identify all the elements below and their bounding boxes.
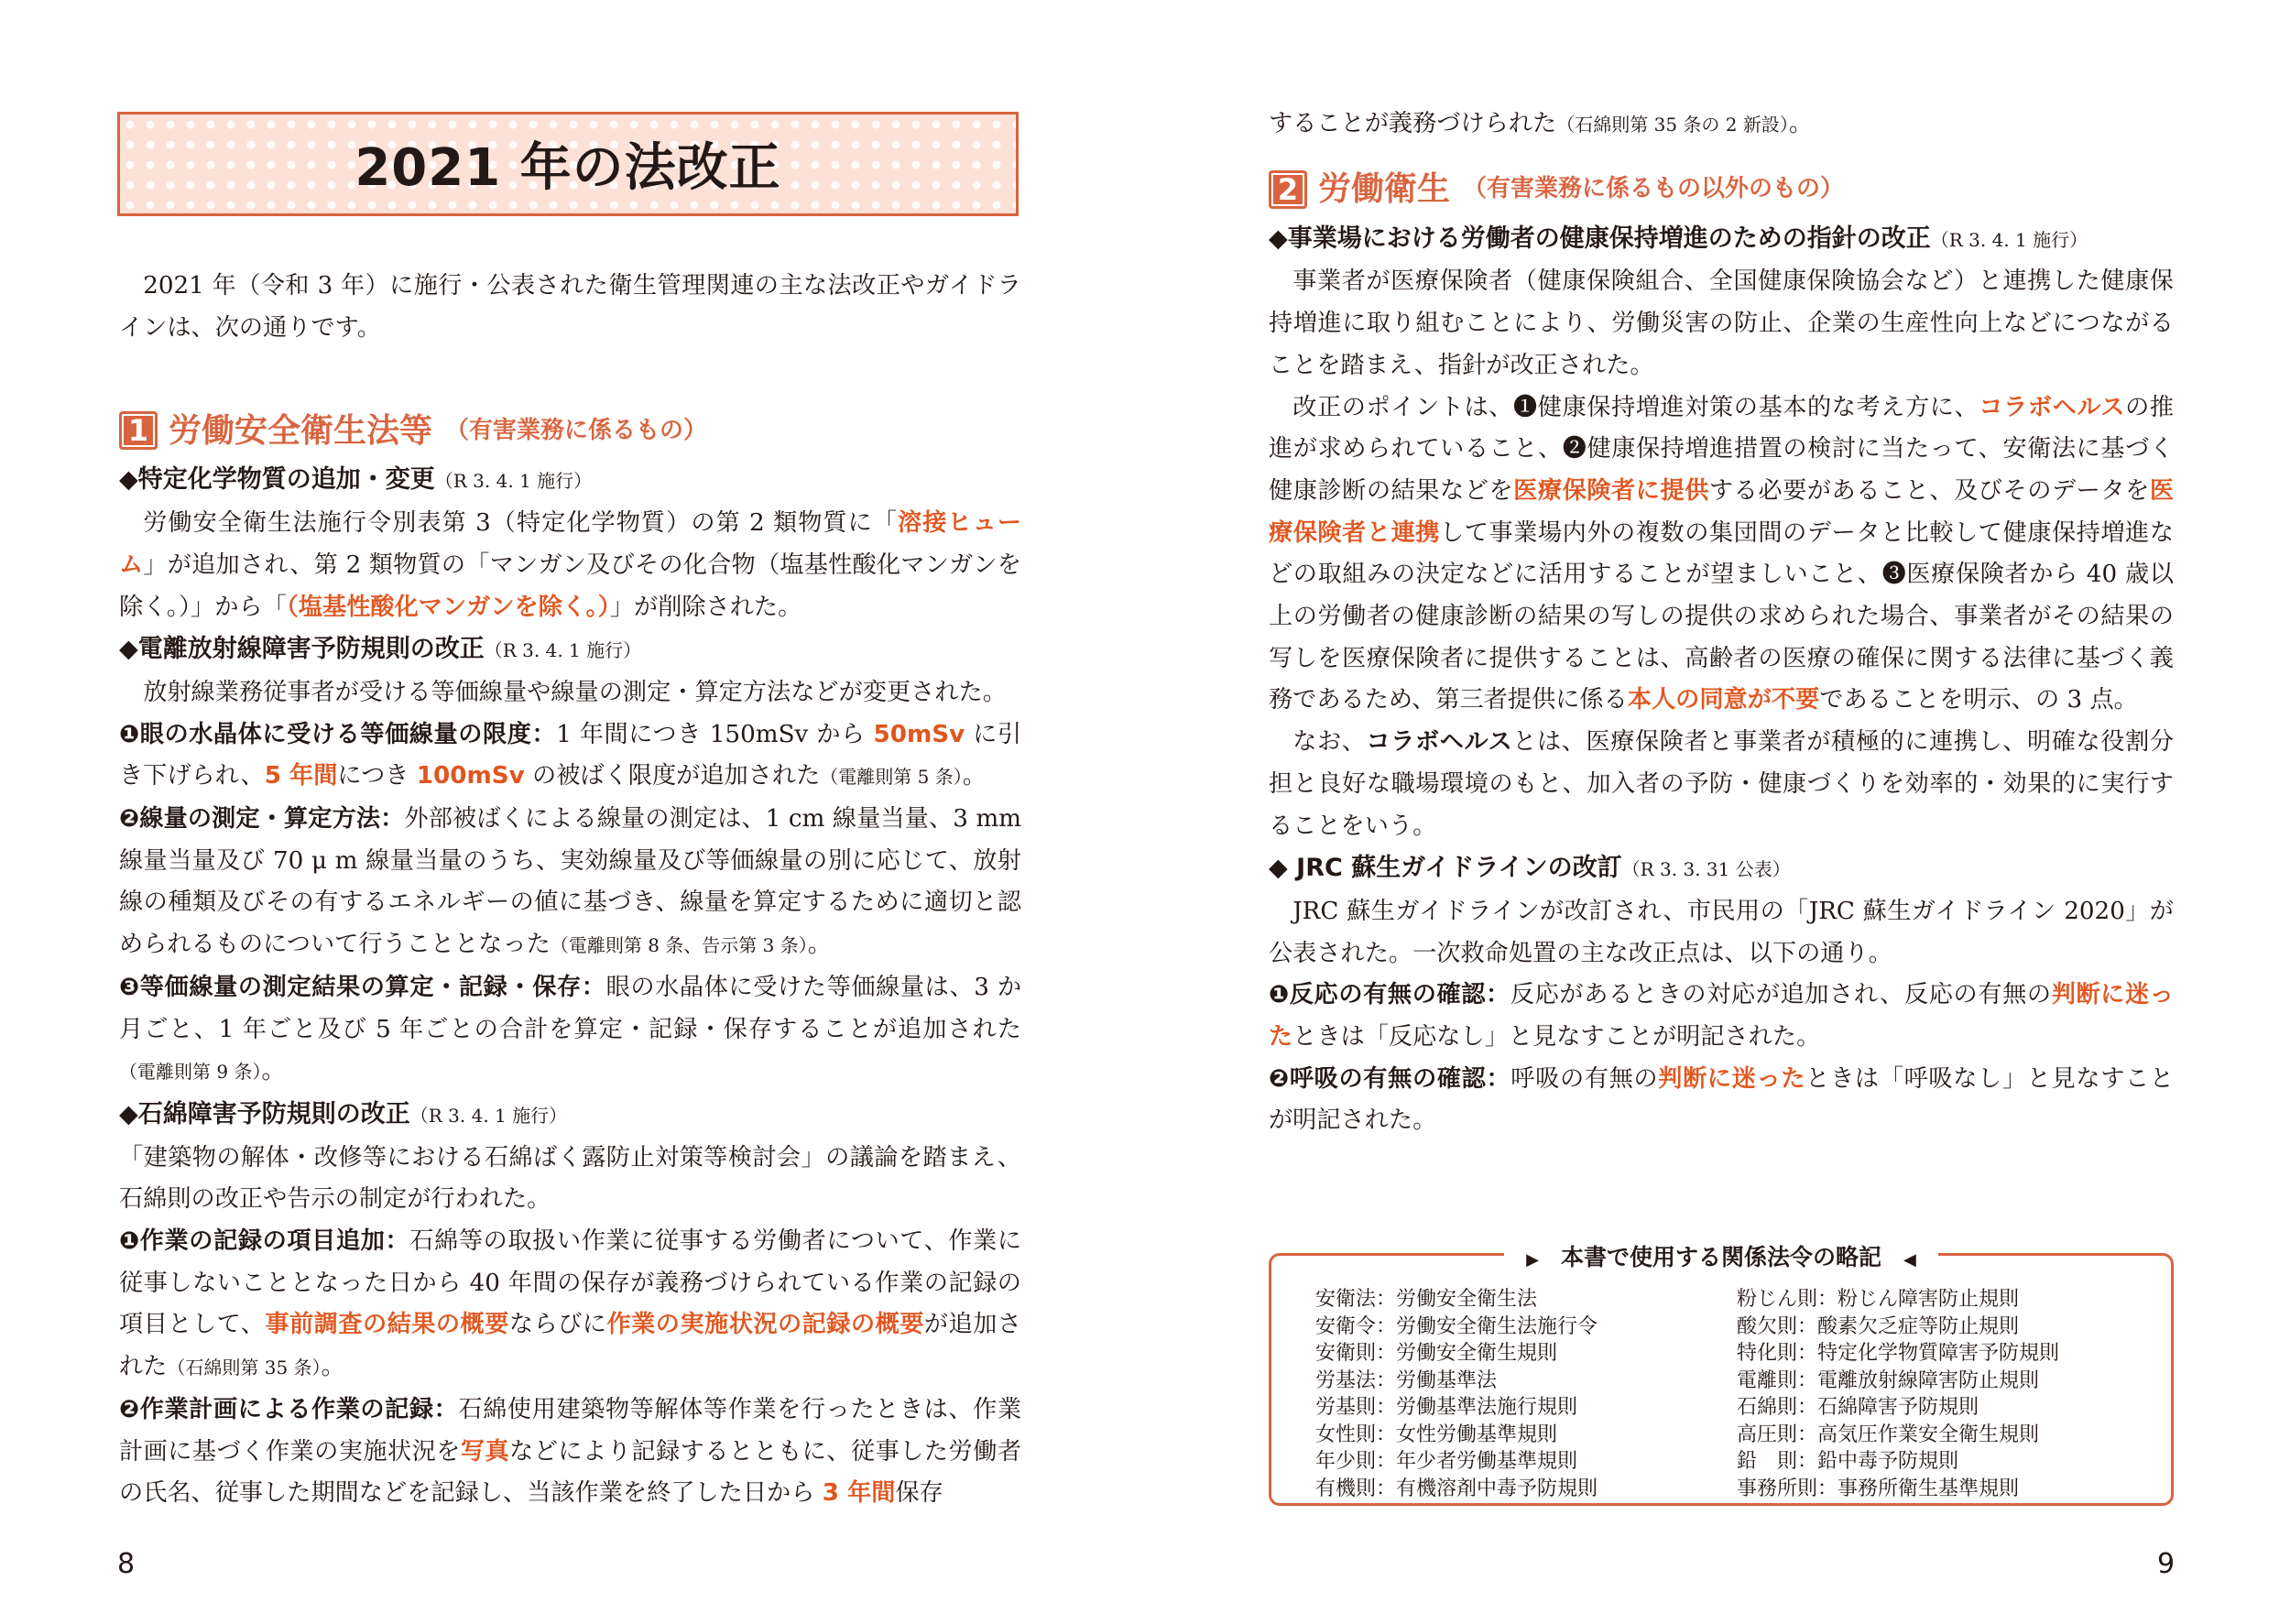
page-number-left: 8 <box>117 1548 136 1580</box>
left-column <box>119 266 1021 1515</box>
denri-item-3: ❸等価線量の測定結果の算定・記録・保存：眼の水晶体に受けた等価線量は、3 か月ごと、1 年ごと及び 5 年ごとの合計を算定・記録・保存することが追加された（電離則第 9 条）。 <box>119 973 1022 1085</box>
arrow-right-icon: ▶ <box>1515 1250 1550 1270</box>
intro-paragraph: 2021 年（令和 3 年）に施行・公表された衛生管理関連の主な法改正やガイドラインは、次の通りです。 <box>119 272 1021 342</box>
abbr-item: 安衛法：労働安全衛生法 <box>1315 1288 1538 1311</box>
paragraph-shishin: 事業者が医療保険者（健康保険組合、全国健康保険協会など）と連携した健康保持増進に取り組むことにより、労働災害の防止、企業の生産性向上などにつながることを踏まえ、指針が改正された。 <box>1269 267 2174 379</box>
denri-item-1: ❶眼の水晶体に受ける等価線量の限度：1 年間につき 150mSv から 50mSv に引き下げられ、5 年間につき 100mSv の被ばく限度が追加された（電離則第 5 条）。 <box>119 720 1022 790</box>
section-1-number: 1 <box>119 411 158 450</box>
jrc-item-1: ❶反応の有無の確認：反応があるときの対応が追加され、反応の有無の判断に迷ったときは「反応なし」と見なすことが明記された。 <box>1269 981 2175 1052</box>
denri-item-2: ❷線量の測定・算定方法：外部被ばくによる線量の測定は、1 cm 線量当量、3 mm 線量当量及び 70 μ m 線量当量のうち、実効線量及び等価線量の別に応じて、放射線の種類及びその有するエネルギーの値に基づき、線量を算定するために適切と認められるものについて行うこととなった（電離則第 8 条、告示第 3 条）。 <box>119 805 1021 959</box>
heading-shishin: ◆事業場における労働者の健康保持増進のための指針の改正（R 3. 4. 1 施行） <box>1269 223 2088 253</box>
abbr-item: 特化則：特定化学物質障害予防規則 <box>1737 1342 2060 1365</box>
abbr-item: 酸欠則：酸素欠乏症等防止規則 <box>1737 1314 2020 1338</box>
heading-tokutei: ◆特定化学物質の追加・変更（R 3. 4. 1 施行） <box>119 465 593 495</box>
paragraph-denri: 放射線業務従事者が受ける等価線量や線量の測定・算定方法などが変更された。 <box>143 678 1007 706</box>
abbr-item: 高圧則：高気圧作業安全衛生規則 <box>1737 1422 2040 1446</box>
abbr-item: 労基法：労働基準法 <box>1315 1368 1498 1392</box>
arrow-left-icon: ◀ <box>1892 1250 1927 1270</box>
abbr-item: 電離則：電離放射線障害防止規則 <box>1737 1368 2040 1392</box>
section-1-subtitle: （有害業務に係るもの） <box>445 416 708 444</box>
paragraph-jrc: JRC 蘇生ガイドラインが改訂され、市民用の「JRC 蘇生ガイドライン 2020」が公表された。一次救命処置の主な改正点は、以下の通り。 <box>1269 897 2174 967</box>
section-2-title: 労働衛生 <box>1318 169 1451 208</box>
abbr-item: 事務所則：事務所衛生基準規則 <box>1737 1477 2020 1500</box>
abbr-item: 安衛令：労働安全衛生法施行令 <box>1315 1314 1598 1338</box>
paragraph-sekimen: 「建築物の解体・改修等における石綿ばく露防止対策等検討会」の議論を踏まえ、石綿則の改正や告示の制定が行われた。 <box>119 1143 1021 1214</box>
abbreviations-title-row <box>1271 1239 2171 1272</box>
abbr-item: 有機則：有機溶剤中毒予防規則 <box>1315 1477 1598 1500</box>
section-2-number: 2 <box>1269 170 1307 209</box>
heading-denri: ◆電離放射線障害予防規則の改正（R 3. 4. 1 施行） <box>119 635 642 664</box>
abbr-item: 年少則：年少者労働基準規則 <box>1315 1450 1578 1473</box>
paragraph-collabo: なお、コラボヘルスとは、医療保険者と事業者が積極的に連携し、明確な役割分担と良好な職場環境のもと、加入者の予防・健康づくりを効率的・効果的に実行することをいう。 <box>1269 728 2175 840</box>
abbreviations-list <box>1315 1283 2153 1499</box>
abbr-item: 女性則：女性労働基準規則 <box>1315 1422 1558 1446</box>
jrc-item-2: ❷呼吸の有無の確認：呼吸の有無の判断に迷ったときは「呼吸なし」と見なすことが明記された。 <box>1269 1064 2175 1135</box>
paragraph-points: 改正のポイントは、❶健康保持増進対策の基本的な考え方に、コラボヘルスの推進が求められていること、❷健康保持増進措置の検討に当たって、安衛法に基づく健康診断の結果などを医療保険者に提供する必要があること、及びそのデータを医療保険者と連携して事業場内外の複数の集団間のデータと比較して健康保持増進などの取組みの決定などに活用することが望ましいこと、❸医療保険者から 40 歳以上の労働者の健康診断の結果の写しの提供の求められた場合、事業者がその結果の写しを医療保険者に提供することは、高齢者の医療の確保に関する法律に基づく義務であるため、第三者提供に係る本人の同意が不要であることを明示、の 3 点。 <box>1269 393 2175 714</box>
abbreviations-box <box>1269 1244 2174 1506</box>
heading-sekimen: ◆石綿障害予防規則の改正（R 3. 4. 1 施行） <box>119 1099 568 1128</box>
abbr-item: 安衛則：労働安全衛生規則 <box>1315 1342 1558 1365</box>
abbr-item: 石綿則：石綿障害予防規則 <box>1737 1396 1979 1419</box>
paragraph-tokutei: 労働安全衛生法施行令別表第 3（特定化学物質）の第 2 類物質に「溶接ヒューム」が追加され、第 2 類物質の「マンガン及びその化合物（塩基性酸化マンガンを除く。）」から「（塩基性酸化マンガンを除く。）」が削除された。 <box>119 509 1022 621</box>
section-1-heading <box>119 402 1021 459</box>
heading-jrc: ◆ JRC 蘇生ガイドラインの改訂（R 3. 3. 31 公表） <box>1269 854 1791 883</box>
section-2-subtitle: （有害業務に係るもの以外のもの） <box>1463 174 1845 202</box>
section-2-heading <box>1269 161 2174 218</box>
abbr-item: 粉じん則：粉じん障害防止規則 <box>1737 1288 2020 1311</box>
sekimen-item-2: ❷作業計画による作業の記録：石綿使用建築物等解体等作業を行ったときは、作業計画に基づく作業の実施状況を写真などにより記録するとともに、従事した労働者の氏名、従事した期間などを記録し、当該作業を終了した日から 3 年間保存 <box>119 1395 1022 1508</box>
sekimen-item-1: ❶作業の記録の項目追加：石綿等の取扱い作業に従事する労働者について、作業に従事しないこととなった日から 40 年間の保存が義務づけられている作業の記録の項目として、事前調査の結果の概要ならびに作業の実施状況の記録の概要が追加された（石綿則第 35 条）。 <box>119 1227 1022 1381</box>
continuation-text: することが義務づけられた（石綿則第 35 条の 2 新設）。 <box>1269 110 1814 137</box>
page-title: 2021 年の法改正 <box>354 138 781 198</box>
right-column <box>1269 104 2174 1142</box>
page-title-box <box>117 112 1019 216</box>
page-number-right: 9 <box>2157 1548 2176 1580</box>
abbr-item: 労基則：労働基準法施行規則 <box>1315 1396 1578 1419</box>
abbr-item: 鉛 則：鉛中毒予防規則 <box>1737 1450 1959 1473</box>
section-1-title: 労働安全衛生法等 <box>169 411 433 450</box>
abbreviations-title: 本書で使用する関係法令の略記 <box>1550 1244 1892 1270</box>
